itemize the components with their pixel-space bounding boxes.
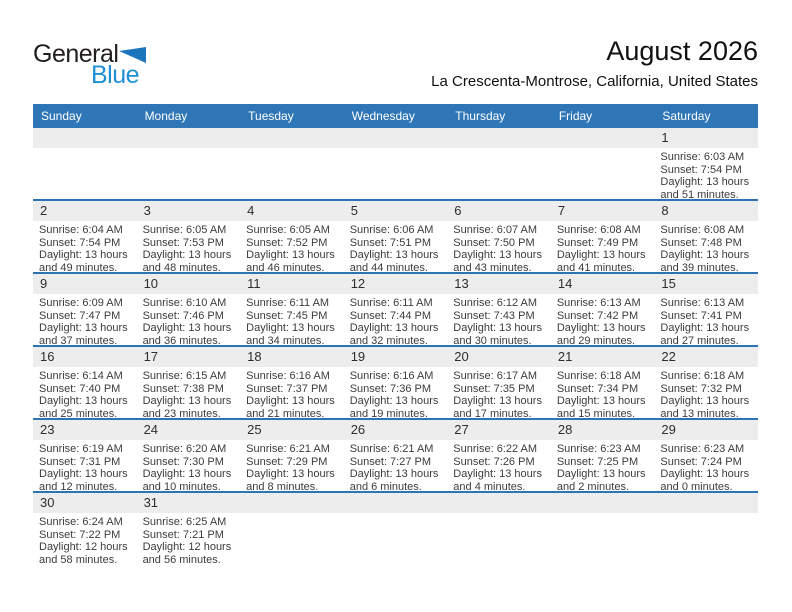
weekday-header-wednesday: Wednesday: [351, 109, 415, 123]
weekday-header-monday: Monday: [144, 109, 188, 123]
day-daylight-hours: Daylight: 12 hours: [142, 541, 232, 554]
day-daylight-minutes: and 36 minutes.: [142, 334, 221, 345]
day-cell: [551, 201, 655, 272]
weekday-header-row: [33, 104, 758, 128]
day-details: [447, 148, 551, 199]
day-sunrise: Sunrise: 6:07 AM: [453, 224, 538, 236]
day-daylight-hours: Daylight: 13 hours: [453, 395, 542, 408]
day-cell: [447, 274, 551, 345]
day-sunrise: Sunrise: 6:05 AM: [142, 224, 227, 236]
day-sunset: Sunset: 7:25 PM: [556, 455, 639, 468]
day-daylight-minutes: and 48 minutes.: [142, 261, 221, 272]
empty-day-cell: [344, 493, 448, 564]
day-number: [33, 128, 137, 148]
day-number: 3: [137, 201, 241, 221]
day-daylight-hours: Daylight: 13 hours: [556, 395, 646, 408]
day-sunrise: Sunrise: 6:10 AM: [142, 297, 227, 309]
day-daylight-hours: Daylight: 13 hours: [660, 395, 750, 408]
day-details: [240, 294, 344, 345]
day-daylight-hours: Daylight: 13 hours: [556, 468, 646, 481]
day-sunset: Sunset: 7:48 PM: [660, 236, 742, 249]
day-details: [344, 294, 448, 345]
day-sunset: Sunset: 7:54 PM: [39, 236, 121, 249]
day-sunrise: Sunrise: 6:19 AM: [39, 443, 123, 455]
day-details: [33, 513, 137, 564]
day-number: [551, 128, 655, 148]
day-details: [240, 148, 344, 199]
week-row: [33, 274, 758, 347]
day-details: [447, 513, 551, 564]
day-sunset: Sunset: 7:49 PM: [556, 236, 639, 249]
day-daylight-hours: Daylight: 13 hours: [246, 468, 335, 481]
day-daylight-hours: Daylight: 12 hours: [39, 541, 128, 554]
day-sunset: Sunset: 7:54 PM: [660, 163, 742, 176]
week-row: [33, 420, 758, 493]
day-daylight-hours: Daylight: 13 hours: [39, 249, 128, 262]
day-details: [33, 440, 137, 491]
day-details: [33, 367, 137, 418]
title-block: [431, 36, 758, 90]
day-details: [137, 367, 241, 418]
day-details: [137, 440, 241, 491]
day-daylight-minutes: and 12 minutes.: [39, 480, 118, 491]
day-daylight-hours: Daylight: 13 hours: [660, 176, 750, 189]
day-details: [137, 148, 241, 199]
day-daylight-minutes: and 37 minutes.: [39, 334, 118, 345]
day-sunset: Sunset: 7:29 PM: [246, 455, 328, 468]
day-sunrise: Sunrise: 6:16 AM: [349, 370, 434, 382]
day-number: [344, 493, 448, 513]
day-number: 1: [654, 128, 758, 148]
day-details: [447, 294, 551, 345]
day-number: 19: [344, 347, 448, 367]
empty-day-cell: [447, 493, 551, 564]
day-details: [654, 221, 758, 272]
page-title: August 2026: [606, 36, 758, 66]
day-details: [240, 440, 344, 491]
empty-day-cell: [240, 128, 344, 199]
day-daylight-minutes: and 27 minutes.: [660, 334, 739, 345]
day-details: [344, 367, 448, 418]
day-sunset: Sunset: 7:34 PM: [556, 382, 639, 395]
day-sunrise: Sunrise: 6:17 AM: [453, 370, 538, 382]
day-number: 31: [137, 493, 241, 513]
day-number: 12: [344, 274, 448, 294]
empty-day-cell: [137, 128, 241, 199]
day-daylight-minutes: and 0 minutes.: [660, 480, 733, 491]
page-subtitle: La Crescenta-Montrose, California, United States: [431, 73, 758, 90]
day-number: 29: [654, 420, 758, 440]
day-sunrise: Sunrise: 6:08 AM: [556, 224, 641, 236]
day-number: 13: [447, 274, 551, 294]
day-sunset: Sunset: 7:38 PM: [142, 382, 224, 395]
day-details: [344, 513, 448, 564]
day-cell: [654, 201, 758, 272]
day-daylight-minutes: and 10 minutes.: [142, 480, 221, 491]
day-number: [240, 493, 344, 513]
day-number: [344, 128, 448, 148]
day-daylight-hours: Daylight: 13 hours: [453, 322, 542, 335]
day-daylight-minutes: and 21 minutes.: [246, 407, 325, 418]
day-cell: [344, 274, 448, 345]
day-sunset: Sunset: 7:35 PM: [453, 382, 535, 395]
day-sunset: Sunset: 7:21 PM: [142, 528, 224, 541]
day-details: [240, 513, 344, 564]
day-daylight-hours: Daylight: 13 hours: [142, 395, 232, 408]
day-cell: [654, 274, 758, 345]
day-daylight-hours: Daylight: 13 hours: [246, 249, 335, 262]
day-sunset: Sunset: 7:37 PM: [246, 382, 328, 395]
day-daylight-minutes: and 19 minutes.: [349, 407, 428, 418]
day-cell: [137, 201, 241, 272]
calendar-weeks: [33, 128, 758, 564]
day-details: [137, 294, 241, 345]
logo-text-general: General: [33, 40, 119, 68]
day-daylight-hours: Daylight: 13 hours: [660, 249, 750, 262]
day-daylight-minutes: and 6 minutes.: [349, 480, 422, 491]
day-cell: [551, 274, 655, 345]
day-daylight-hours: Daylight: 13 hours: [453, 468, 542, 481]
day-daylight-minutes: and 43 minutes.: [453, 261, 532, 272]
day-daylight-minutes: and 2 minutes.: [556, 480, 629, 491]
day-daylight-minutes: and 15 minutes.: [556, 407, 636, 418]
day-daylight-hours: Daylight: 13 hours: [142, 468, 232, 481]
day-sunrise: Sunrise: 6:23 AM: [660, 443, 745, 455]
day-cell: [240, 274, 344, 345]
week-row: [33, 128, 758, 201]
day-cell: [33, 420, 137, 491]
day-daylight-minutes: and 58 minutes.: [39, 553, 118, 564]
day-sunrise: Sunrise: 6:13 AM: [556, 297, 641, 309]
day-sunset: Sunset: 7:42 PM: [556, 309, 639, 322]
day-sunset: Sunset: 7:31 PM: [39, 455, 121, 468]
day-sunrise: Sunrise: 6:09 AM: [39, 297, 123, 309]
day-number: [551, 493, 655, 513]
day-cell: [33, 493, 137, 564]
day-daylight-minutes: and 29 minutes.: [556, 334, 636, 345]
day-details: [551, 148, 655, 199]
day-daylight-minutes: and 44 minutes.: [349, 261, 428, 272]
day-details: [551, 221, 655, 272]
day-sunset: Sunset: 7:41 PM: [660, 309, 742, 322]
day-daylight-minutes: and 56 minutes.: [142, 553, 221, 564]
empty-day-cell: [447, 128, 551, 199]
day-sunrise: Sunrise: 6:18 AM: [660, 370, 745, 382]
day-details: [240, 367, 344, 418]
day-sunrise: Sunrise: 6:13 AM: [660, 297, 745, 309]
day-daylight-hours: Daylight: 13 hours: [349, 322, 439, 335]
empty-day-cell: [551, 128, 655, 199]
day-cell: [551, 420, 655, 491]
day-daylight-hours: Daylight: 13 hours: [453, 249, 542, 262]
day-sunrise: Sunrise: 6:15 AM: [142, 370, 227, 382]
day-sunrise: Sunrise: 6:12 AM: [453, 297, 538, 309]
day-number: 30: [33, 493, 137, 513]
weekday-header-saturday: Saturday: [662, 109, 711, 123]
day-number: 7: [551, 201, 655, 221]
day-daylight-minutes: and 8 minutes.: [246, 480, 319, 491]
empty-day-cell: [654, 493, 758, 564]
day-number: 5: [344, 201, 448, 221]
day-cell: [137, 493, 241, 564]
weekday-header-sunday: Sunday: [41, 109, 82, 123]
day-sunset: Sunset: 7:53 PM: [142, 236, 224, 249]
day-sunset: Sunset: 7:47 PM: [39, 309, 121, 322]
day-daylight-hours: Daylight: 13 hours: [349, 395, 439, 408]
day-details: [551, 367, 655, 418]
day-daylight-hours: Daylight: 13 hours: [660, 322, 750, 335]
day-cell: [33, 201, 137, 272]
day-details: [654, 148, 758, 199]
week-row: [33, 347, 758, 420]
day-number: [240, 128, 344, 148]
day-number: 8: [654, 201, 758, 221]
day-daylight-hours: Daylight: 13 hours: [349, 468, 439, 481]
day-details: [654, 367, 758, 418]
day-cell: [447, 347, 551, 418]
empty-day-cell: [344, 128, 448, 199]
day-number: 20: [447, 347, 551, 367]
day-cell: [654, 420, 758, 491]
day-sunrise: Sunrise: 6:11 AM: [349, 297, 433, 309]
day-sunset: Sunset: 7:46 PM: [142, 309, 224, 322]
day-details: [137, 221, 241, 272]
day-sunrise: Sunrise: 6:04 AM: [39, 224, 123, 236]
day-daylight-hours: Daylight: 13 hours: [556, 249, 646, 262]
day-cell: [654, 347, 758, 418]
week-row: [33, 493, 758, 564]
day-sunrise: Sunrise: 6:14 AM: [39, 370, 123, 382]
empty-day-cell: [551, 493, 655, 564]
day-cell: [447, 201, 551, 272]
day-details: [344, 148, 448, 199]
day-details: [654, 513, 758, 564]
day-sunset: Sunset: 7:32 PM: [660, 382, 742, 395]
day-sunset: Sunset: 7:22 PM: [39, 528, 121, 541]
empty-day-cell: [240, 493, 344, 564]
day-number: 14: [551, 274, 655, 294]
day-sunrise: Sunrise: 6:05 AM: [246, 224, 330, 236]
day-number: 6: [447, 201, 551, 221]
day-sunset: Sunset: 7:51 PM: [349, 236, 432, 249]
day-number: 15: [654, 274, 758, 294]
general-blue-logo: [33, 42, 146, 88]
day-details: [33, 294, 137, 345]
day-details: [447, 367, 551, 418]
day-sunrise: Sunrise: 6:11 AM: [246, 297, 330, 309]
day-daylight-minutes: and 25 minutes.: [39, 407, 118, 418]
weekday-header-thursday: Thursday: [455, 109, 506, 123]
week-row: [33, 201, 758, 274]
day-daylight-minutes: and 32 minutes.: [349, 334, 428, 345]
day-cell: [344, 201, 448, 272]
empty-day-cell: [33, 128, 137, 199]
day-daylight-minutes: and 23 minutes.: [142, 407, 221, 418]
day-number: 25: [240, 420, 344, 440]
day-number: [447, 493, 551, 513]
day-daylight-hours: Daylight: 13 hours: [39, 395, 128, 408]
day-cell: [33, 347, 137, 418]
day-sunset: Sunset: 7:26 PM: [453, 455, 535, 468]
day-daylight-hours: Daylight: 13 hours: [349, 249, 439, 262]
day-details: [33, 221, 137, 272]
day-sunrise: Sunrise: 6:06 AM: [349, 224, 434, 236]
day-daylight-minutes: and 46 minutes.: [246, 261, 325, 272]
day-daylight-hours: Daylight: 13 hours: [142, 249, 232, 262]
day-daylight-hours: Daylight: 13 hours: [246, 322, 335, 335]
day-daylight-minutes: and 41 minutes.: [556, 261, 636, 272]
day-sunrise: Sunrise: 6:23 AM: [556, 443, 641, 455]
day-number: 23: [33, 420, 137, 440]
day-number: 16: [33, 347, 137, 367]
day-sunset: Sunset: 7:36 PM: [349, 382, 432, 395]
day-sunset: Sunset: 7:45 PM: [246, 309, 328, 322]
day-cell: [344, 420, 448, 491]
day-cell: [33, 274, 137, 345]
day-number: 17: [137, 347, 241, 367]
day-sunset: Sunset: 7:43 PM: [453, 309, 535, 322]
day-number: 28: [551, 420, 655, 440]
day-sunrise: Sunrise: 6:21 AM: [349, 443, 434, 455]
day-number: 4: [240, 201, 344, 221]
day-details: [654, 440, 758, 491]
day-daylight-minutes: and 34 minutes.: [246, 334, 325, 345]
day-cell: [240, 201, 344, 272]
day-number: 11: [240, 274, 344, 294]
day-details: [654, 294, 758, 345]
day-sunset: Sunset: 7:27 PM: [349, 455, 432, 468]
day-details: [447, 440, 551, 491]
day-sunrise: Sunrise: 6:20 AM: [142, 443, 227, 455]
weekday-header-tuesday: Tuesday: [248, 109, 294, 123]
day-details: [344, 221, 448, 272]
day-number: 10: [137, 274, 241, 294]
day-number: 18: [240, 347, 344, 367]
day-sunset: Sunset: 7:30 PM: [142, 455, 224, 468]
day-cell: [137, 347, 241, 418]
day-details: [33, 148, 137, 199]
day-sunrise: Sunrise: 6:18 AM: [556, 370, 641, 382]
day-details: [551, 440, 655, 491]
day-sunrise: Sunrise: 6:21 AM: [246, 443, 330, 455]
day-sunrise: Sunrise: 6:08 AM: [660, 224, 745, 236]
day-daylight-minutes: and 13 minutes.: [660, 407, 739, 418]
day-daylight-minutes: and 49 minutes.: [39, 261, 118, 272]
day-sunset: Sunset: 7:24 PM: [660, 455, 742, 468]
day-daylight-hours: Daylight: 13 hours: [660, 468, 750, 481]
day-cell: [137, 420, 241, 491]
day-cell: [654, 128, 758, 199]
day-cell: [137, 274, 241, 345]
day-cell: [240, 347, 344, 418]
day-sunrise: Sunrise: 6:25 AM: [142, 516, 227, 528]
day-cell: [344, 347, 448, 418]
day-daylight-minutes: and 4 minutes.: [453, 480, 526, 491]
weekday-header-friday: Friday: [558, 109, 593, 123]
day-number: [137, 128, 241, 148]
day-daylight-minutes: and 39 minutes.: [660, 261, 739, 272]
calendar-table: [33, 104, 758, 564]
day-number: [447, 128, 551, 148]
day-daylight-minutes: and 51 minutes.: [660, 188, 739, 199]
day-number: 27: [447, 420, 551, 440]
day-number: [654, 493, 758, 513]
day-daylight-hours: Daylight: 13 hours: [142, 322, 232, 335]
day-cell: [551, 347, 655, 418]
day-cell: [240, 420, 344, 491]
day-details: [551, 513, 655, 564]
day-number: 2: [33, 201, 137, 221]
day-number: 24: [137, 420, 241, 440]
day-daylight-hours: Daylight: 13 hours: [556, 322, 646, 335]
day-number: 9: [33, 274, 137, 294]
day-daylight-hours: Daylight: 13 hours: [39, 468, 128, 481]
day-sunrise: Sunrise: 6:03 AM: [660, 151, 745, 163]
day-number: 26: [344, 420, 448, 440]
day-number: 22: [654, 347, 758, 367]
day-daylight-hours: Daylight: 13 hours: [39, 322, 128, 335]
day-details: [551, 294, 655, 345]
day-details: [240, 221, 344, 272]
day-sunrise: Sunrise: 6:16 AM: [246, 370, 330, 382]
logo-text-blue: Blue: [91, 61, 140, 89]
day-cell: [447, 420, 551, 491]
day-sunset: Sunset: 7:40 PM: [39, 382, 121, 395]
day-sunrise: Sunrise: 6:22 AM: [453, 443, 538, 455]
day-sunset: Sunset: 7:52 PM: [246, 236, 328, 249]
day-details: [344, 440, 448, 491]
day-sunset: Sunset: 7:50 PM: [453, 236, 535, 249]
day-sunrise: Sunrise: 6:24 AM: [39, 516, 123, 528]
day-sunset: Sunset: 7:44 PM: [349, 309, 432, 322]
day-daylight-hours: Daylight: 13 hours: [246, 395, 335, 408]
day-details: [447, 221, 551, 272]
day-details: [137, 513, 241, 564]
day-number: 21: [551, 347, 655, 367]
day-daylight-minutes: and 17 minutes.: [453, 407, 532, 418]
day-daylight-minutes: and 30 minutes.: [453, 334, 532, 345]
